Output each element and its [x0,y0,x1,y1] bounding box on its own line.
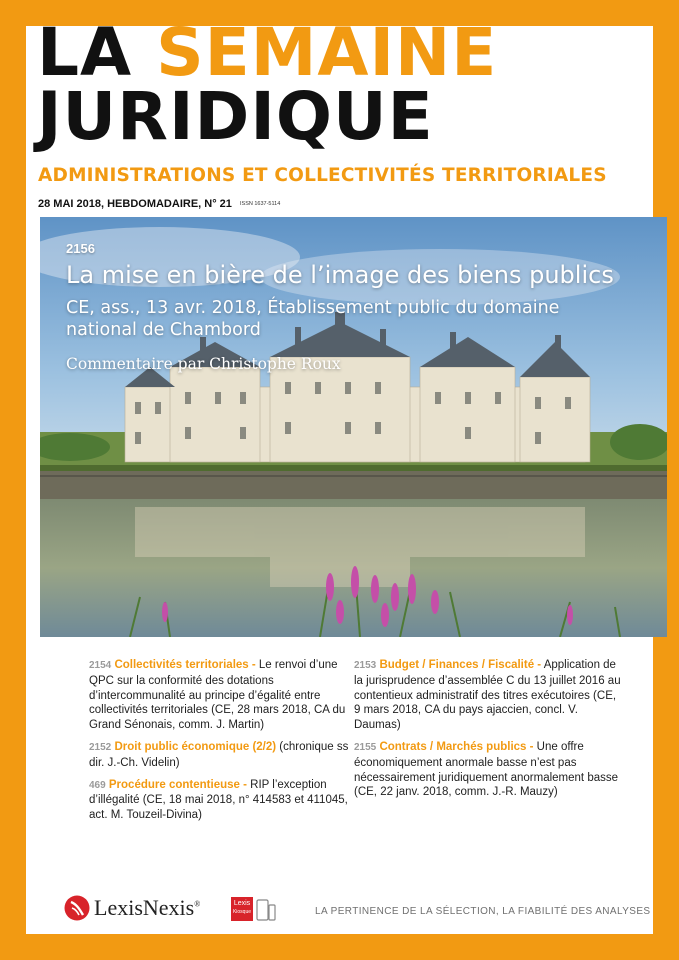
article-entry [89,740,351,771]
kiosque-icon: Lexis Kiosque [231,897,253,921]
cover-story-case-reference: CE, ass., 13 avr. 2018, Établissement public du domaine national de Chambord [66,298,560,340]
article-topic: Droit public économique (2/2) [114,740,277,753]
articles-left-column [89,658,351,830]
cover-story-headline: La mise en bière de l’image des biens publics [66,261,614,289]
article-text: Une offre économiquement anormale basse n’est pas nécessairement juridiquement anormalement basse (CE, 22 janv. 2018, comm. J.-R. Mauzy) [354,740,619,799]
article-text: (chronique ss dir. J.-Ch. Videlin) [89,740,349,769]
cover-photo [40,217,667,637]
article-number: 2155 [354,741,377,753]
publisher-name: LexisNexis® [94,895,201,920]
articles-right-column [354,658,622,807]
article-number: 2152 [89,741,112,753]
cover-story-byline: Commentaire par Christophe Roux [66,355,341,373]
article-entry [354,740,622,800]
article-topic: Contrats / Marchés publics - [379,740,534,753]
article-text: Le renvoi d’une QPC sur la conformité des dotations d’intercommunalité au principe d’égalité entre collectivités territoriales (CE, 28 mars 2018, CA du Grand Sénonais, comm. J. Martin) [89,659,346,732]
article-topic: Budget / Finances / Fiscalité - [379,659,542,671]
tablet-icon [256,899,276,921]
masthead-la: LA [37,14,133,91]
article-number: 2154 [89,660,112,671]
article-text: Application de la jurisprudence d’assemblée C du 13 juillet 2016 au contentieux administratif des titres exécutoires (CE, 9 mars 2018, CA du pays ajaccien, concl. V. Daumas) [354,659,621,732]
article-entry [354,658,622,733]
lexisnexis-logo [64,895,200,921]
article-entry [89,658,351,733]
issn: ISSN 1637-5114 [240,201,281,207]
article-number: 2153 [354,660,377,671]
publication-subtitle: ADMINISTRATIONS ET COLLECTIVITÉS TERRITORIALES [38,165,607,186]
article-entry [89,778,351,823]
footer-tagline: LA PERTINENCE DE LA SÉLECTION, LA FIABILITÉ DES ANALYSES [315,906,651,917]
lexisnexis-logo-icon [64,895,90,921]
masthead-line-1 [37,14,498,91]
article-topic: Procédure contentieuse - [108,778,247,791]
article-text: RIP l’exception d’illégalité (CE, 18 mai 2018, n° 414583 et 411045, act. M. Touzeil-Divina) [89,778,348,822]
lexis-kiosque-badge [231,897,276,921]
article-number: 469 [89,779,106,791]
masthead-semaine: SEMAINE [156,14,498,91]
article-topic: Collectivités territoriales - [114,659,256,671]
cover-story-number: 2156 [66,241,95,256]
issue-line: 28 MAI 2018, HEBDOMADAIRE, N° 21 [38,198,232,210]
masthead-juridique: JURIDIQUE [37,78,434,155]
